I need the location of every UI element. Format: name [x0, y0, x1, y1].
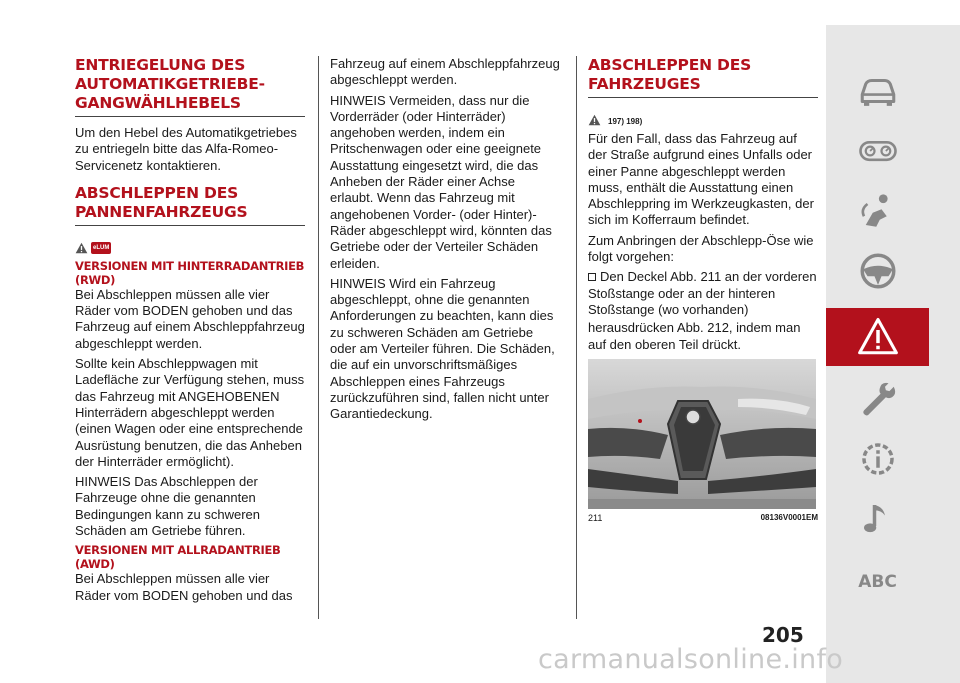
- sidebar-item-index[interactable]: [826, 553, 929, 611]
- heading-rwd: VERSIONEN MIT HINTERRADANTRIEB (RWD): [75, 258, 305, 287]
- dashboard-icon: [857, 130, 899, 172]
- sidebar-item-technical-data[interactable]: [826, 430, 929, 488]
- warning-triangle-icon: [857, 316, 899, 358]
- music-note-icon: [857, 498, 899, 540]
- car-icon: [857, 70, 899, 112]
- figure-211-front-bumper: [588, 359, 816, 509]
- paragraph-col2-1: Fahrzeug auf einem Abschleppfahrzeug abgeschleppt werden.: [330, 56, 560, 88]
- chapter-sidebar: [826, 25, 960, 683]
- paragraph-unlock: Um den Hebel des Automatikgetriebes zu entriegeln bitte das Alfa-Romeo-Servicenetz kontaktieren.: [75, 125, 297, 173]
- lum-badge: eLUM: [91, 242, 111, 254]
- car-front-illustration: [588, 359, 816, 509]
- column-1: [75, 56, 305, 608]
- paragraph-col3-2: Zum Anbringen der Abschlepp-Öse wie folgt vorgehen:: [588, 232, 814, 265]
- paragraph-rwd-1: Bei Abschleppen müssen alle vier Räder vom BODEN gehoben und das Fahrzeug auf einem Abschleppfahrzeug abgeschleppt werden.: [75, 286, 305, 351]
- airbag-person-icon: [857, 190, 899, 232]
- watermark: carmanualsonline.info: [538, 644, 844, 675]
- abc-label: ABC: [858, 572, 897, 592]
- warning-triangle-icon: [75, 242, 88, 254]
- sidebar-item-multimedia[interactable]: [826, 490, 929, 548]
- sidebar-item-maintenance[interactable]: [826, 370, 929, 428]
- paragraph-col2-3: HINWEIS Wird ein Fahrzeug abgeschleppt, ohne die genannten Anforderungen zu beachten, kann dies zu schweren Schäden am Getriebe oder am Verteiler führen. Die Schäden, die auf ein unvorschriftsmäßiges Abschleppen eines Fahrzeugs zurückzuführen sind, fallen nicht unter Garantiedeckung.: [330, 275, 555, 422]
- heading-unlock-selector: ENTRIEGELUNG DES AUTOMATIKGETRIEBE-GANGWÄHLHEBELS: [75, 56, 305, 117]
- note-references: 197) 198): [608, 117, 643, 126]
- refs-row: [588, 106, 818, 126]
- step-1: [588, 269, 818, 318]
- gear-info-icon: [857, 438, 899, 480]
- steering-wheel-icon: [857, 250, 899, 292]
- page-number: 205: [762, 623, 804, 647]
- heading-tow-vehicle: ABSCHLEPPEN DES FAHRZEUGES: [588, 56, 818, 98]
- wrench-icon: [857, 378, 899, 420]
- heading-awd: VERSIONEN MIT ALLRADANTRIEB (AWD): [75, 543, 281, 572]
- paragraph-awd-1: Bei Abschleppen müssen alle vier Räder vom BODEN gehoben und das: [75, 571, 293, 603]
- paragraph-rwd-3: HINWEIS Das Abschleppen der Fahrzeuge ohne die genannten Bedingungen kann zu schweren Schäden am Getriebe führen.: [75, 474, 261, 539]
- sidebar-item-dashboard[interactable]: [826, 122, 929, 180]
- figure-caption: [588, 513, 818, 523]
- sidebar-item-safety[interactable]: [826, 182, 929, 240]
- paragraph-col3-1: Für den Fall, dass das Fahrzeug auf der Straße aufgrund eines Unfalls oder einer Panne abgeschleppt werden muss, enthält die Ausstattung einen Abschleppring im Werkzeugkasten, der sich im Kofferraum befindet.: [588, 131, 814, 228]
- sidebar-item-emergency[interactable]: [826, 308, 929, 366]
- paragraph-col2-2: HINWEIS Vermeiden, dass nur die Vorderräder (oder Hinterräder) angehoben werden, indem ein Pritschenwagen oder eine geeignete Ausstattung eingesetzt wird, die das Anheben der Räder einer Achse erlaubt. Wenn das Fahrzeug mit angehobenen Vorder- (oder Hinter)-Räder abgeschleppt wird, könnten das Getriebe oder der Verteiler Schäden erleiden.: [330, 92, 552, 271]
- warning-triangle-icon: [588, 114, 601, 126]
- sidebar-item-car[interactable]: [826, 62, 929, 120]
- column-divider-1: [318, 56, 319, 619]
- icon-row: [75, 234, 305, 254]
- heading-tow-broken-vehicle: ABSCHLEPPEN DES PANNENFAHRZEUGS: [75, 184, 305, 226]
- paragraph-rwd-2: Sollte kein Abschleppwagen mit Ladefläche zur Verfügung stehen, muss das Fahrzeug mit ANGEHOBENEN Hinterrädern abgeschleppt werden (einen Wagen oder eine entsprechende Ausrüstung benutzen, die das Anheben der Hinterräder ermöglicht).: [75, 356, 305, 469]
- column-divider-2: [576, 56, 577, 619]
- sidebar-item-driving[interactable]: [826, 242, 929, 300]
- figure-code: 08136V0001EM: [760, 512, 818, 522]
- figure-number: 211: [588, 512, 603, 523]
- step-1-continued: herausdrücken Abb. 212, indem man auf den oberen Teil drückt.: [588, 320, 801, 352]
- step-1-text: Den Deckel Abb. 211 an der vorderen Stoßstange oder an der hinteren Stoßstange (wo vorhanden): [588, 269, 817, 317]
- checkbox-bullet-icon: [588, 273, 596, 281]
- column-2: [330, 56, 560, 427]
- column-3: [588, 56, 818, 523]
